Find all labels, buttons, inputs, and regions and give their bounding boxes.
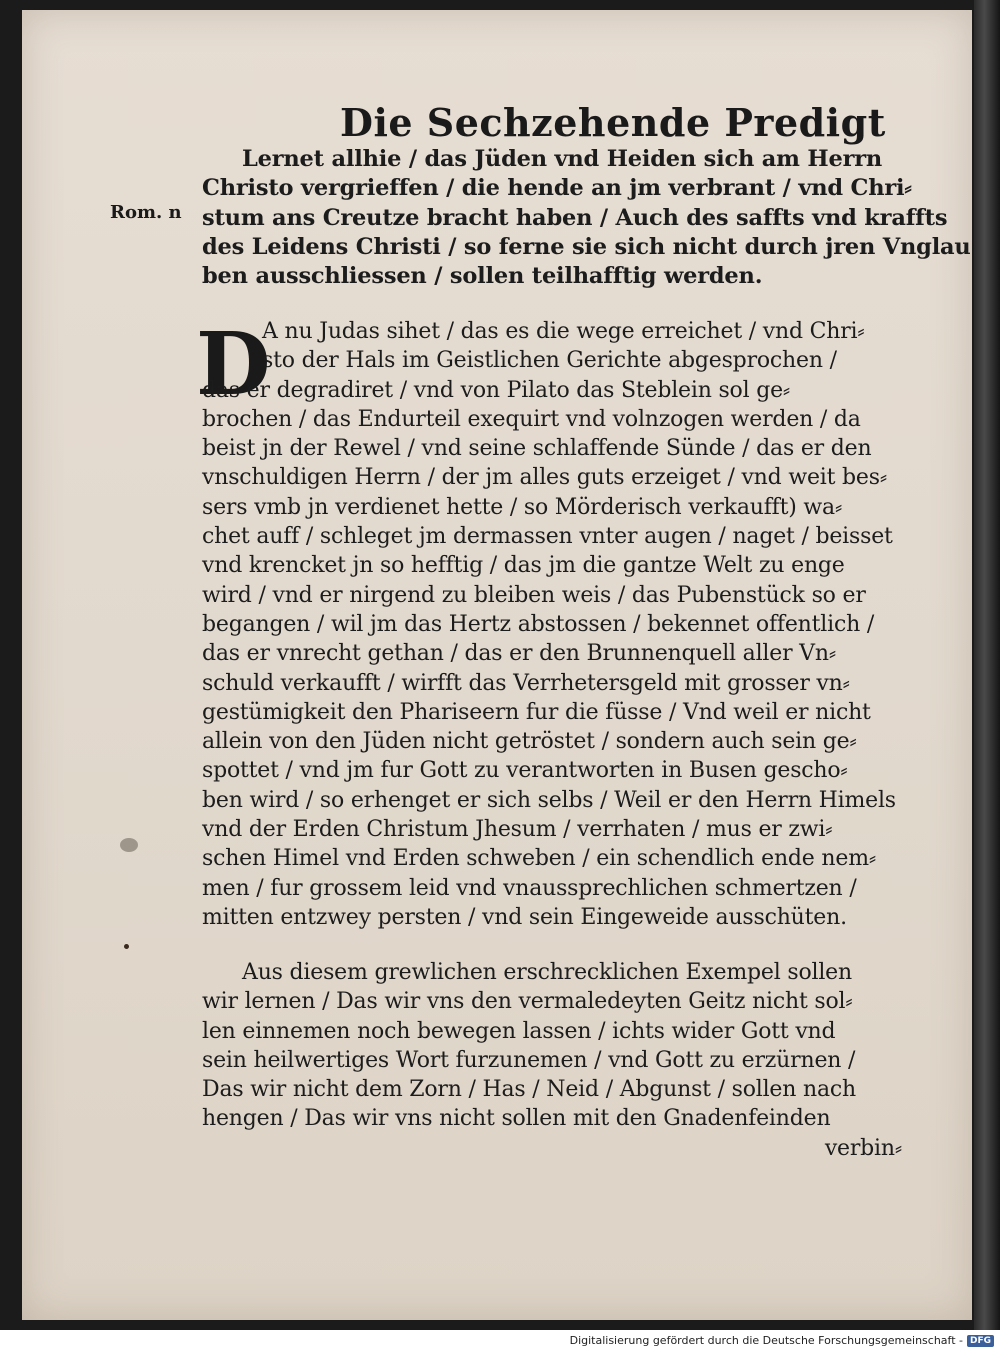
body-line: schen Himel vnd Erden schweben / ein schendlich ende nem⸗	[202, 846, 876, 872]
book-gutter	[974, 0, 1000, 1330]
body-line: Das wir nicht dem Zorn / Has / Neid / Abgunst / sollen nach	[202, 1077, 856, 1103]
body-line: sto der Hals im Geistlichen Gerichte abgesprochen /	[262, 348, 837, 374]
summary-block	[202, 145, 971, 291]
body-text-second-paragraph	[202, 958, 902, 1163]
body-line: Aus diesem grewlichen erschrecklichen Exempel sollen	[242, 960, 852, 985]
drop-cap: D	[196, 314, 271, 415]
body-line: gestümigkeit den Phariseern fur die füsse / Vnd weil er nicht	[202, 699, 871, 725]
body-line: beist jn der Rewel / vnd seine schlaffende Sünde / das er den	[202, 436, 872, 462]
dfg-logo-icon[interactable]: DFG	[967, 1335, 994, 1347]
body-line: mitten entzwey persten / vnd sein Eingeweide ausschüten.	[202, 904, 847, 930]
summary-line: Lernet allhie / das Jüden vnd Heiden sich am Herrn	[242, 146, 883, 172]
catchword: verbin⸗	[824, 1135, 902, 1161]
body-line: sein heilwertiges Wort furzunemen / vnd Gott zu erzürnen /	[202, 1047, 856, 1073]
body-line: das er vnrecht gethan / das er den Brunnenquell aller Vn⸗	[202, 641, 836, 667]
body-line: brochen / das Endurteil exequirt vnd volnzogen werden / da	[202, 406, 861, 432]
body-text	[202, 317, 902, 932]
page-heading: Die Sechzehende Predigt	[340, 100, 886, 145]
body-line: hengen / Das wir vns nicht sollen mit den Gnadenfeinden	[202, 1106, 831, 1132]
body-line: allein von den Jüden nicht getröstet / sondern auch sein ge⸗	[202, 729, 857, 755]
body-line: vnschuldigen Herrn / der jm alles guts erzeiget / vnd weit bes⸗	[202, 465, 887, 491]
body-line: das er degradiret / vnd von Pilato das Steblein sol ge⸗	[202, 377, 791, 403]
body-line: wird / vnd er nirgend zu bleiben weis / das Pubenstück so er	[202, 582, 866, 608]
margin-note: Rom. n	[110, 202, 182, 223]
body-line: sers vmb jn verdienet hette / so Mörderisch verkaufft) wa⸗	[202, 494, 843, 520]
body-line: begangen / wil jm das Hertz abstossen / bekennet offentlich /	[202, 611, 875, 637]
summary-line: stum ans Creutze bracht haben / Auch des saffts vnd kraffts	[202, 204, 948, 231]
body-line: vnd der Erden Christum Jhesum / verrhaten / mus er zwi⸗	[202, 817, 833, 843]
body-line: schuld verkaufft / wirfft das Verrhetersgeld mit grosser vn⸗	[202, 670, 850, 696]
summary-line: ben ausschliessen / sollen teilhafftig werden.	[202, 263, 763, 290]
body-line: vnd krencket jn so hefftig / das jm die gantze Welt zu enge	[202, 553, 845, 579]
body-line: len einnemen noch bewegen lassen / ichts wider Gott vnd	[202, 1018, 836, 1044]
paper-stain	[120, 838, 138, 852]
summary-line: des Leidens Christi / so ferne sie sich nicht durch jren Vnglau	[202, 233, 971, 260]
footer-credit	[570, 1334, 994, 1347]
body-line: A nu Judas sihet / das es die wege erreichet / vnd Chri⸗	[262, 319, 865, 344]
footer-text: Digitalisierung gefördert durch die Deutsche Forschungsgemeinschaft -	[569, 1334, 963, 1347]
body-line: men / fur grossem leid vnd vnaussprechlichen schmertzen /	[202, 875, 857, 901]
body-line: chet auff / schleget jm dermassen vnter augen / naget / beisset	[202, 524, 893, 550]
body-line: spottet / vnd jm fur Gott zu verantworten in Busen gescho⸗	[202, 758, 848, 784]
summary-line: Christo vergrieffen / die hende an jm verbrant / vnd Chri⸗	[202, 175, 912, 202]
body-line: ben wird / so erhenget er sich selbs / Weil er den Herrn Himels	[202, 787, 896, 813]
ink-dot	[124, 944, 129, 949]
body-line: wir lernen / Das wir vns den vermaledeyten Geitz nicht sol⸗	[202, 989, 853, 1015]
